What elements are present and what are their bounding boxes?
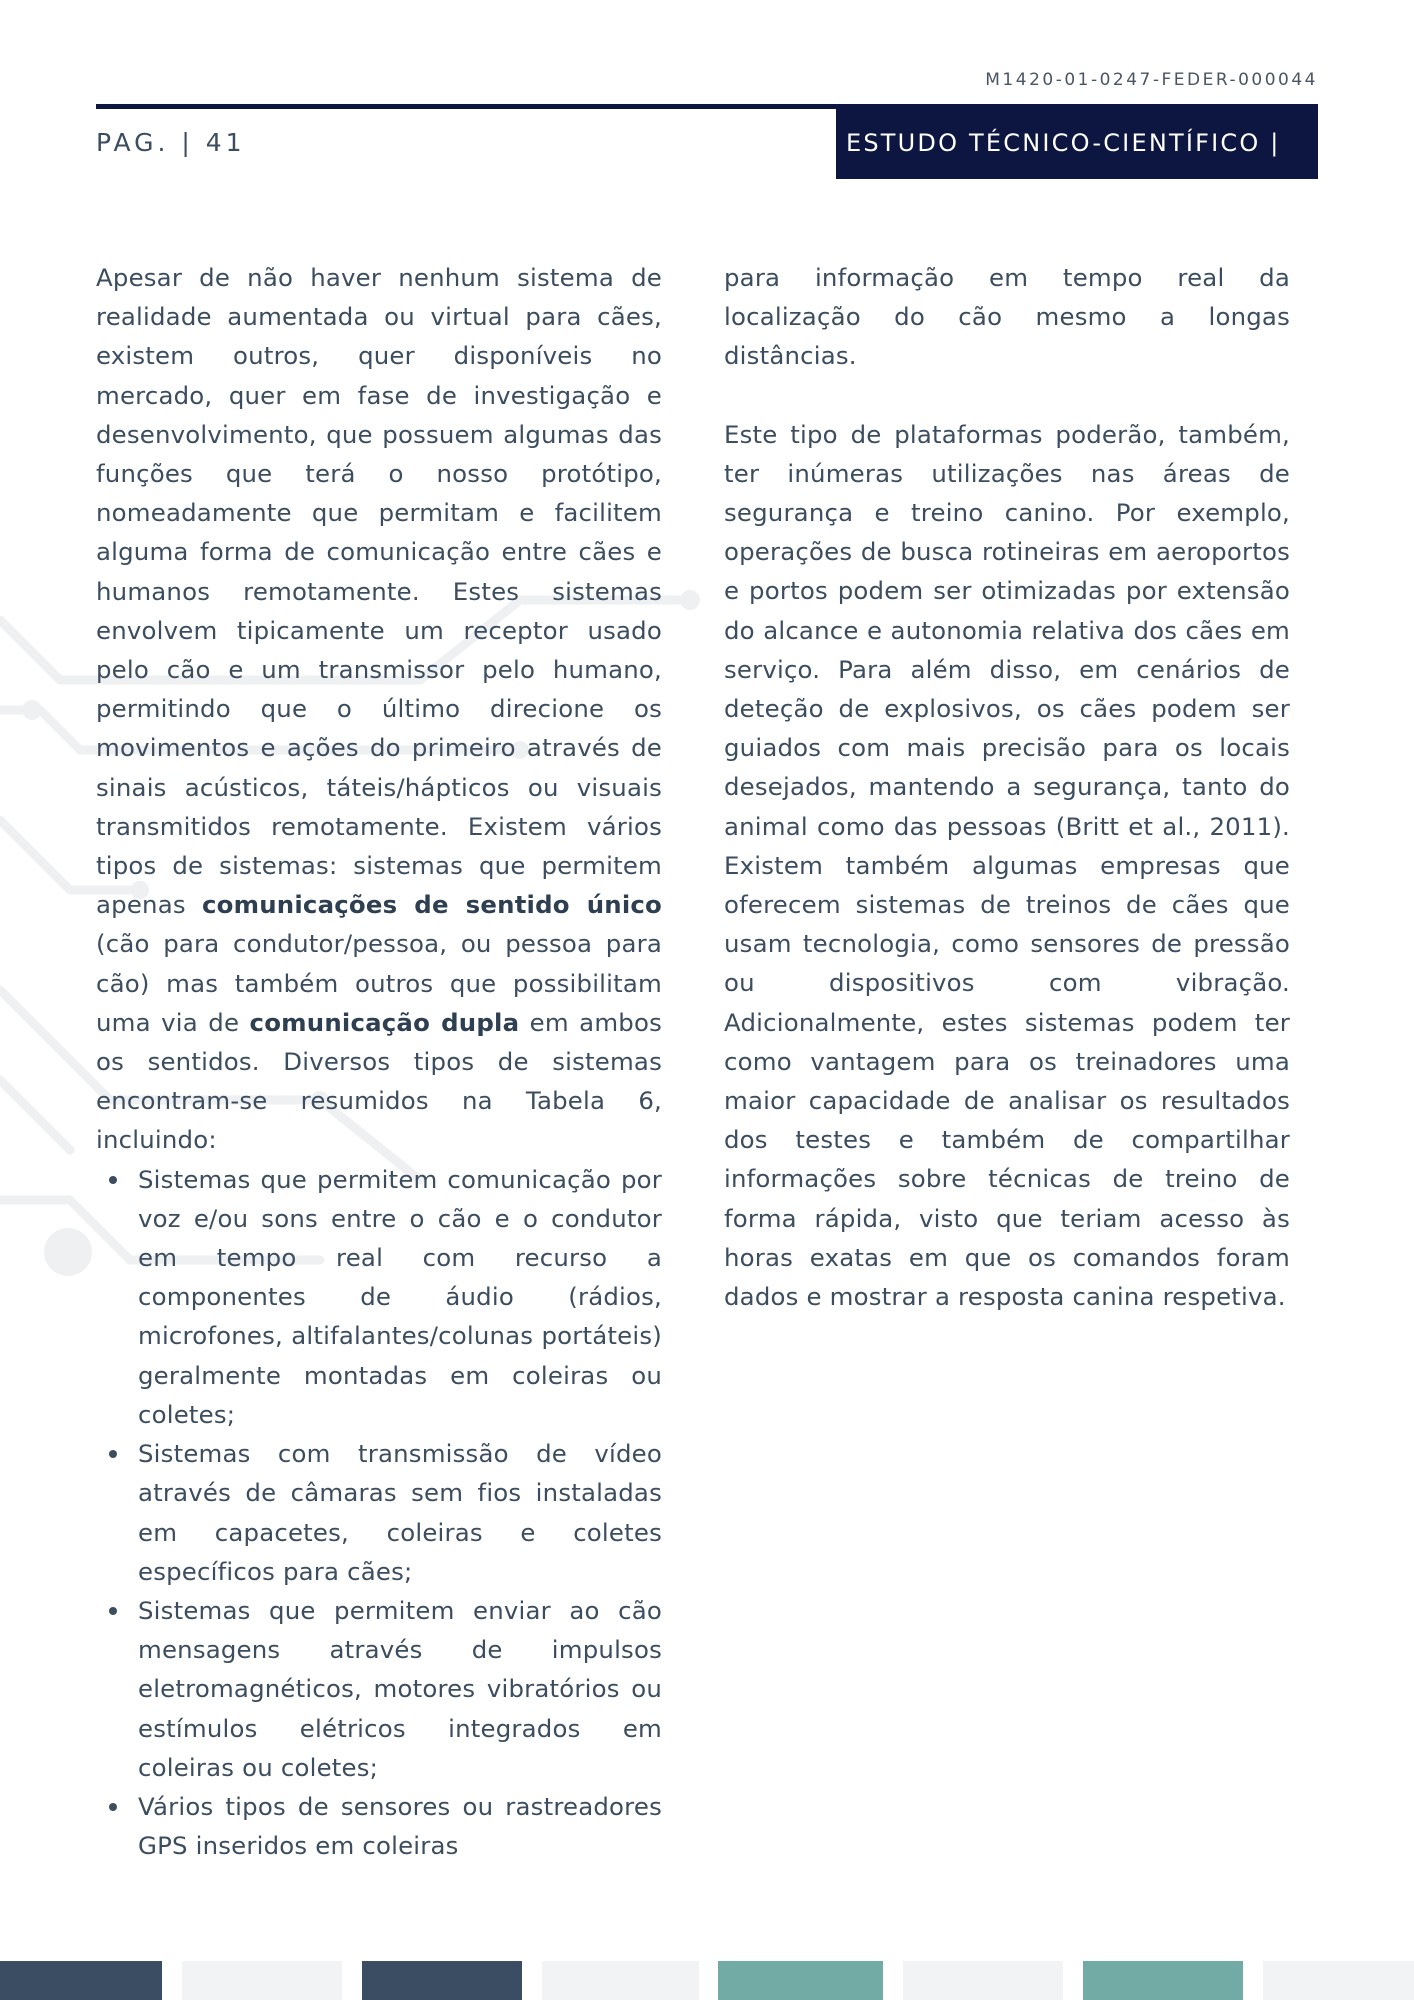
footer-block-dark [362, 1961, 522, 2000]
footer-block-light [542, 1961, 699, 2000]
section-title: ESTUDO TÉCNICO-CIENTÍFICO | [846, 128, 1281, 157]
platforms-paragraph: Este tipo de plataformas poderão, também, ter inúmeras utilizações nas áreas de segurança e treino canino. Por exemplo, operações de busca rotineiras em aeroportos e portos podem ser otimizadas por extensão do alcance e autonomia relativa dos cães em serviço. Para além disso, em cenários de deteção de explosivos, os cães podem ser guiados com mais precisão para os locais desejados, mantendo a segurança, tanto do animal como das pessoas (Britt et al., 2011). Existem também algumas empresas que oferecem sistemas de treinos de cães que usam tecnologia, como sensores de pressão ou dispositivos com vibração. Adicionalmente, estes sistemas podem ter como vantagem para os treinadores uma maior capacidade de analisar os resultados dos testes e também de compartilhar informações sobre técnicas de treino de forma rápida, visto que teriam acesso às horas exatas em que os comandos foram dados e mostrar a resposta canina respetiva. [724, 419, 1290, 1312]
bold-term-two-way: comunicação dupla [249, 1007, 520, 1037]
list-item: Sistemas que permitem enviar ao cão mensagens através de impulsos eletromagnéticos, motores vibratórios ou estímulos elétricos integrados em coleiras ou coletes; [138, 1591, 662, 1787]
document-code: M1420-01-0247-FEDER-000044 [985, 70, 1318, 90]
intro-text-part-3: em ambos os sentidos. Diversos tipos de sistemas encontram-se resumidos na Tabela 6, incluindo: [96, 1007, 662, 1155]
right-text-column [724, 258, 1290, 1316]
systems-bullet-list [96, 1160, 662, 1866]
left-text-column [96, 258, 662, 1865]
intro-paragraph [96, 258, 662, 1160]
footer-block-light [182, 1961, 342, 2000]
intro-text-part-1: Apesar de não haver nenhum sistema de realidade aumentada ou virtual para cães, existem outros, quer disponíveis no mercado, quer em fase de investigação e desenvolvimento, que possuem algumas das funções que terá o nosso protótipo, nomeadamente que permitam e facilitem alguma forma de comunicação entre cães e humanos remotamente. Estes sistemas envolvem tipicamente um receptor usado pelo cão e um transmissor pelo humano, permitindo que o último direcione os movimentos e ações do primeiro através de sinais acústicos, táteis/hápticos ou visuais transmitidos remotamente. Existem vários tipos de sistemas: sistemas que permitem apenas [96, 263, 662, 920]
footer-block-dark [0, 1961, 162, 2000]
continuation-paragraph: para informação em tempo real da localização do cão mesmo a longas distâncias. [724, 263, 1290, 371]
intro-text-part-2: (cão para condutor/pessoa, ou pessoa para cão) mas também outros que possibilitam uma via de [96, 929, 662, 1037]
bold-term-one-way: comunicações de sentido único [202, 890, 663, 920]
footer-block-light [903, 1961, 1063, 2000]
list-item: Sistemas com transmissão de vídeo através de câmaras sem fios instaladas em capacetes, coleiras e coletes específicos para cães; [138, 1434, 662, 1591]
footer-block-light [1263, 1961, 1414, 2000]
list-item: Sistemas que permitem comunicação por voz e/ou sons entre o cão e o condutor em tempo real com recurso a componentes de áudio (rádios, microfones, altifalantes/colunas portáteis) geralmente montadas em coleiras ou coletes; [138, 1160, 662, 1434]
footer-block-teal [1083, 1961, 1243, 2000]
footer-block-teal [718, 1961, 883, 2000]
page-number: PAG. | 41 [96, 128, 246, 157]
footer-color-bar [0, 1961, 1414, 2000]
section-title-banner [836, 106, 1318, 179]
list-item: Vários tipos de sensores ou rastreadores GPS inseridos em coleiras [138, 1787, 662, 1865]
